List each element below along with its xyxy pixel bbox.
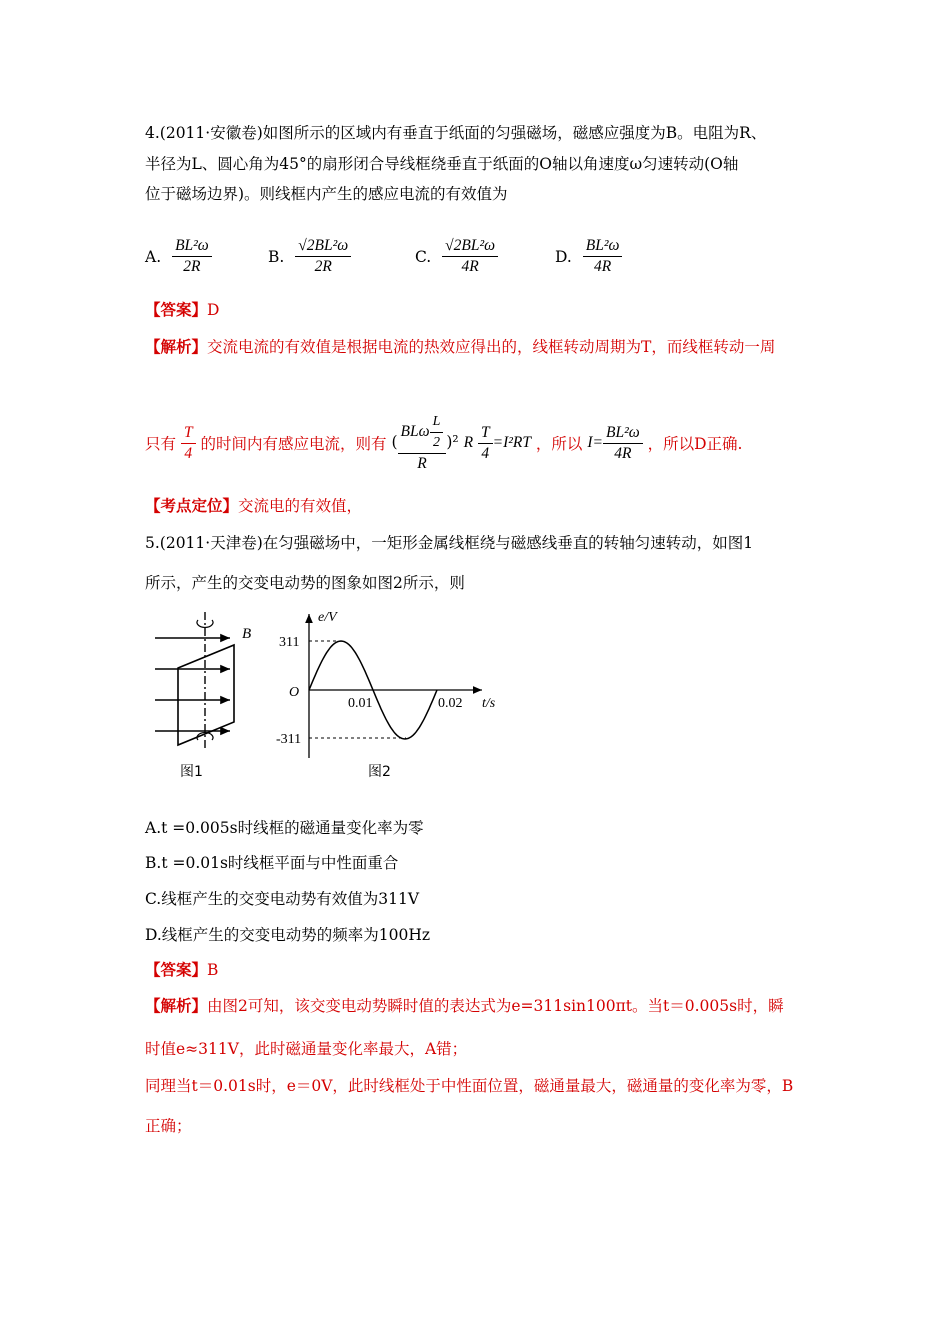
q4-stem-line2: 半径为L、圆心角为45°的扇形闭合导线框绕垂直于纸面的O轴以角速度ω匀速转动(O轴 xyxy=(145,155,739,173)
q5-stem-line2: 所示，产生的交变电动势的图象如图2所示，则 xyxy=(145,574,465,592)
point-text: 交流电的有效值， xyxy=(238,497,363,515)
q5-option-c: C.线框产生的交变电动势有效值为311V xyxy=(145,890,420,908)
figure-1-coil-diagram xyxy=(155,612,234,748)
q5-stem-line1: 5.(2011·天津卷)在匀强磁场中，一矩形金属线框绕与磁感线垂直的转轴匀速转动，如图1 xyxy=(145,534,754,552)
q5-answer xyxy=(145,960,218,980)
q5-analysis-line2: 时值e≈311V，此时磁通量变化率最大，A错； xyxy=(145,1040,468,1058)
q4-answer xyxy=(145,300,219,320)
analysis-tag: 【解析】 xyxy=(145,996,208,1015)
fraction-t-over-4: $\frac{T}{4}$ xyxy=(181,423,196,464)
figure-1-caption: 图1 xyxy=(180,764,203,780)
q4-option-d: D. $\frac{\text{BL²ω}}{4R}$ xyxy=(555,236,622,277)
q4-stem-line1: 4.(2011·安徽卷)如图所示的区域内有垂直于纸面的匀强磁场，磁感应强度为B。电阻为R、 xyxy=(145,124,767,142)
y-axis-label: e/V xyxy=(318,610,337,625)
emf-sine-curve xyxy=(309,641,437,739)
power-equation: ( BLω $\frac{L}{2}$ R )² R $\frac{T}{4}$ =I²RT xyxy=(391,414,531,472)
y-min-tick: -311 xyxy=(276,732,302,747)
x-axis-label: t/s xyxy=(482,696,496,711)
q4-point xyxy=(145,496,362,516)
x-tick-001: 0.01 xyxy=(348,696,373,711)
q4-stem-line3: 位于磁场边界)。则线框内产生的感应电流的有效值为 xyxy=(145,185,508,203)
answer-tag: 【答案】 xyxy=(145,300,208,319)
q4-option-a: A. $\frac{\text{BL²ω}}{2R}$ xyxy=(145,236,212,277)
q4-analysis-line1 xyxy=(145,337,775,357)
analysis-text: 由图2可知，该交变电动势瞬时值的表达式为e=311sin100πt。当t＝0.005s时，瞬 xyxy=(207,997,784,1015)
answer-tag: 【答案】 xyxy=(145,960,208,979)
analysis-tag: 【解析】 xyxy=(145,337,208,356)
q4-analysis-line2: 只有 $\frac{T}{4}$ 的时间内有感应电流，则有 ( BLω $\frac{L}{2}$ R )² R $\frac{T}{4}$ =I²RT ，所以 I= $\frac{\text{BL²ω}}{4R}$ ，所以D正确. xyxy=(145,414,743,472)
q5-option-a: A.t =0.005s时线框的磁通量变化率为零 xyxy=(145,819,424,837)
figure-1-b-label: B xyxy=(242,626,252,642)
current-equation: I= $\frac{\text{BL²ω}}{4R}$ xyxy=(587,433,647,451)
q5-analysis-line4: 正确； xyxy=(145,1117,192,1135)
q4-option-b: B. $\frac{\text{√2BL²ω}}{2R}$ xyxy=(268,236,351,277)
q5-analysis-line3: 同理当t＝0.01s时，e＝0V，此时线框处于中性面位置，磁通量最大，磁通量的变化率为零，B xyxy=(145,1077,794,1095)
q5-option-b: B.t =0.01s时线框平面与中性面重合 xyxy=(145,854,399,872)
figure-2-chart xyxy=(309,614,482,758)
y-max-tick: 311 xyxy=(279,635,300,650)
origin-label: O xyxy=(289,685,300,700)
q5-analysis-line1 xyxy=(145,996,784,1016)
answer-value: B xyxy=(207,961,219,979)
q5-option-d: D.线框产生的交变电动势的频率为100Hz xyxy=(145,926,431,944)
point-tag: 【考点定位】 xyxy=(145,496,239,515)
q4-option-c: C. $\frac{\text{√2BL²ω}}{4R}$ xyxy=(415,236,498,277)
answer-value: D xyxy=(207,301,220,319)
analysis-text: 交流电流的有效值是根据电流的热效应得出的，线框转动周期为T，而线框转动一周 xyxy=(207,338,776,356)
figure-2-caption: 图2 xyxy=(368,764,391,780)
x-tick-002: 0.02 xyxy=(438,696,463,711)
